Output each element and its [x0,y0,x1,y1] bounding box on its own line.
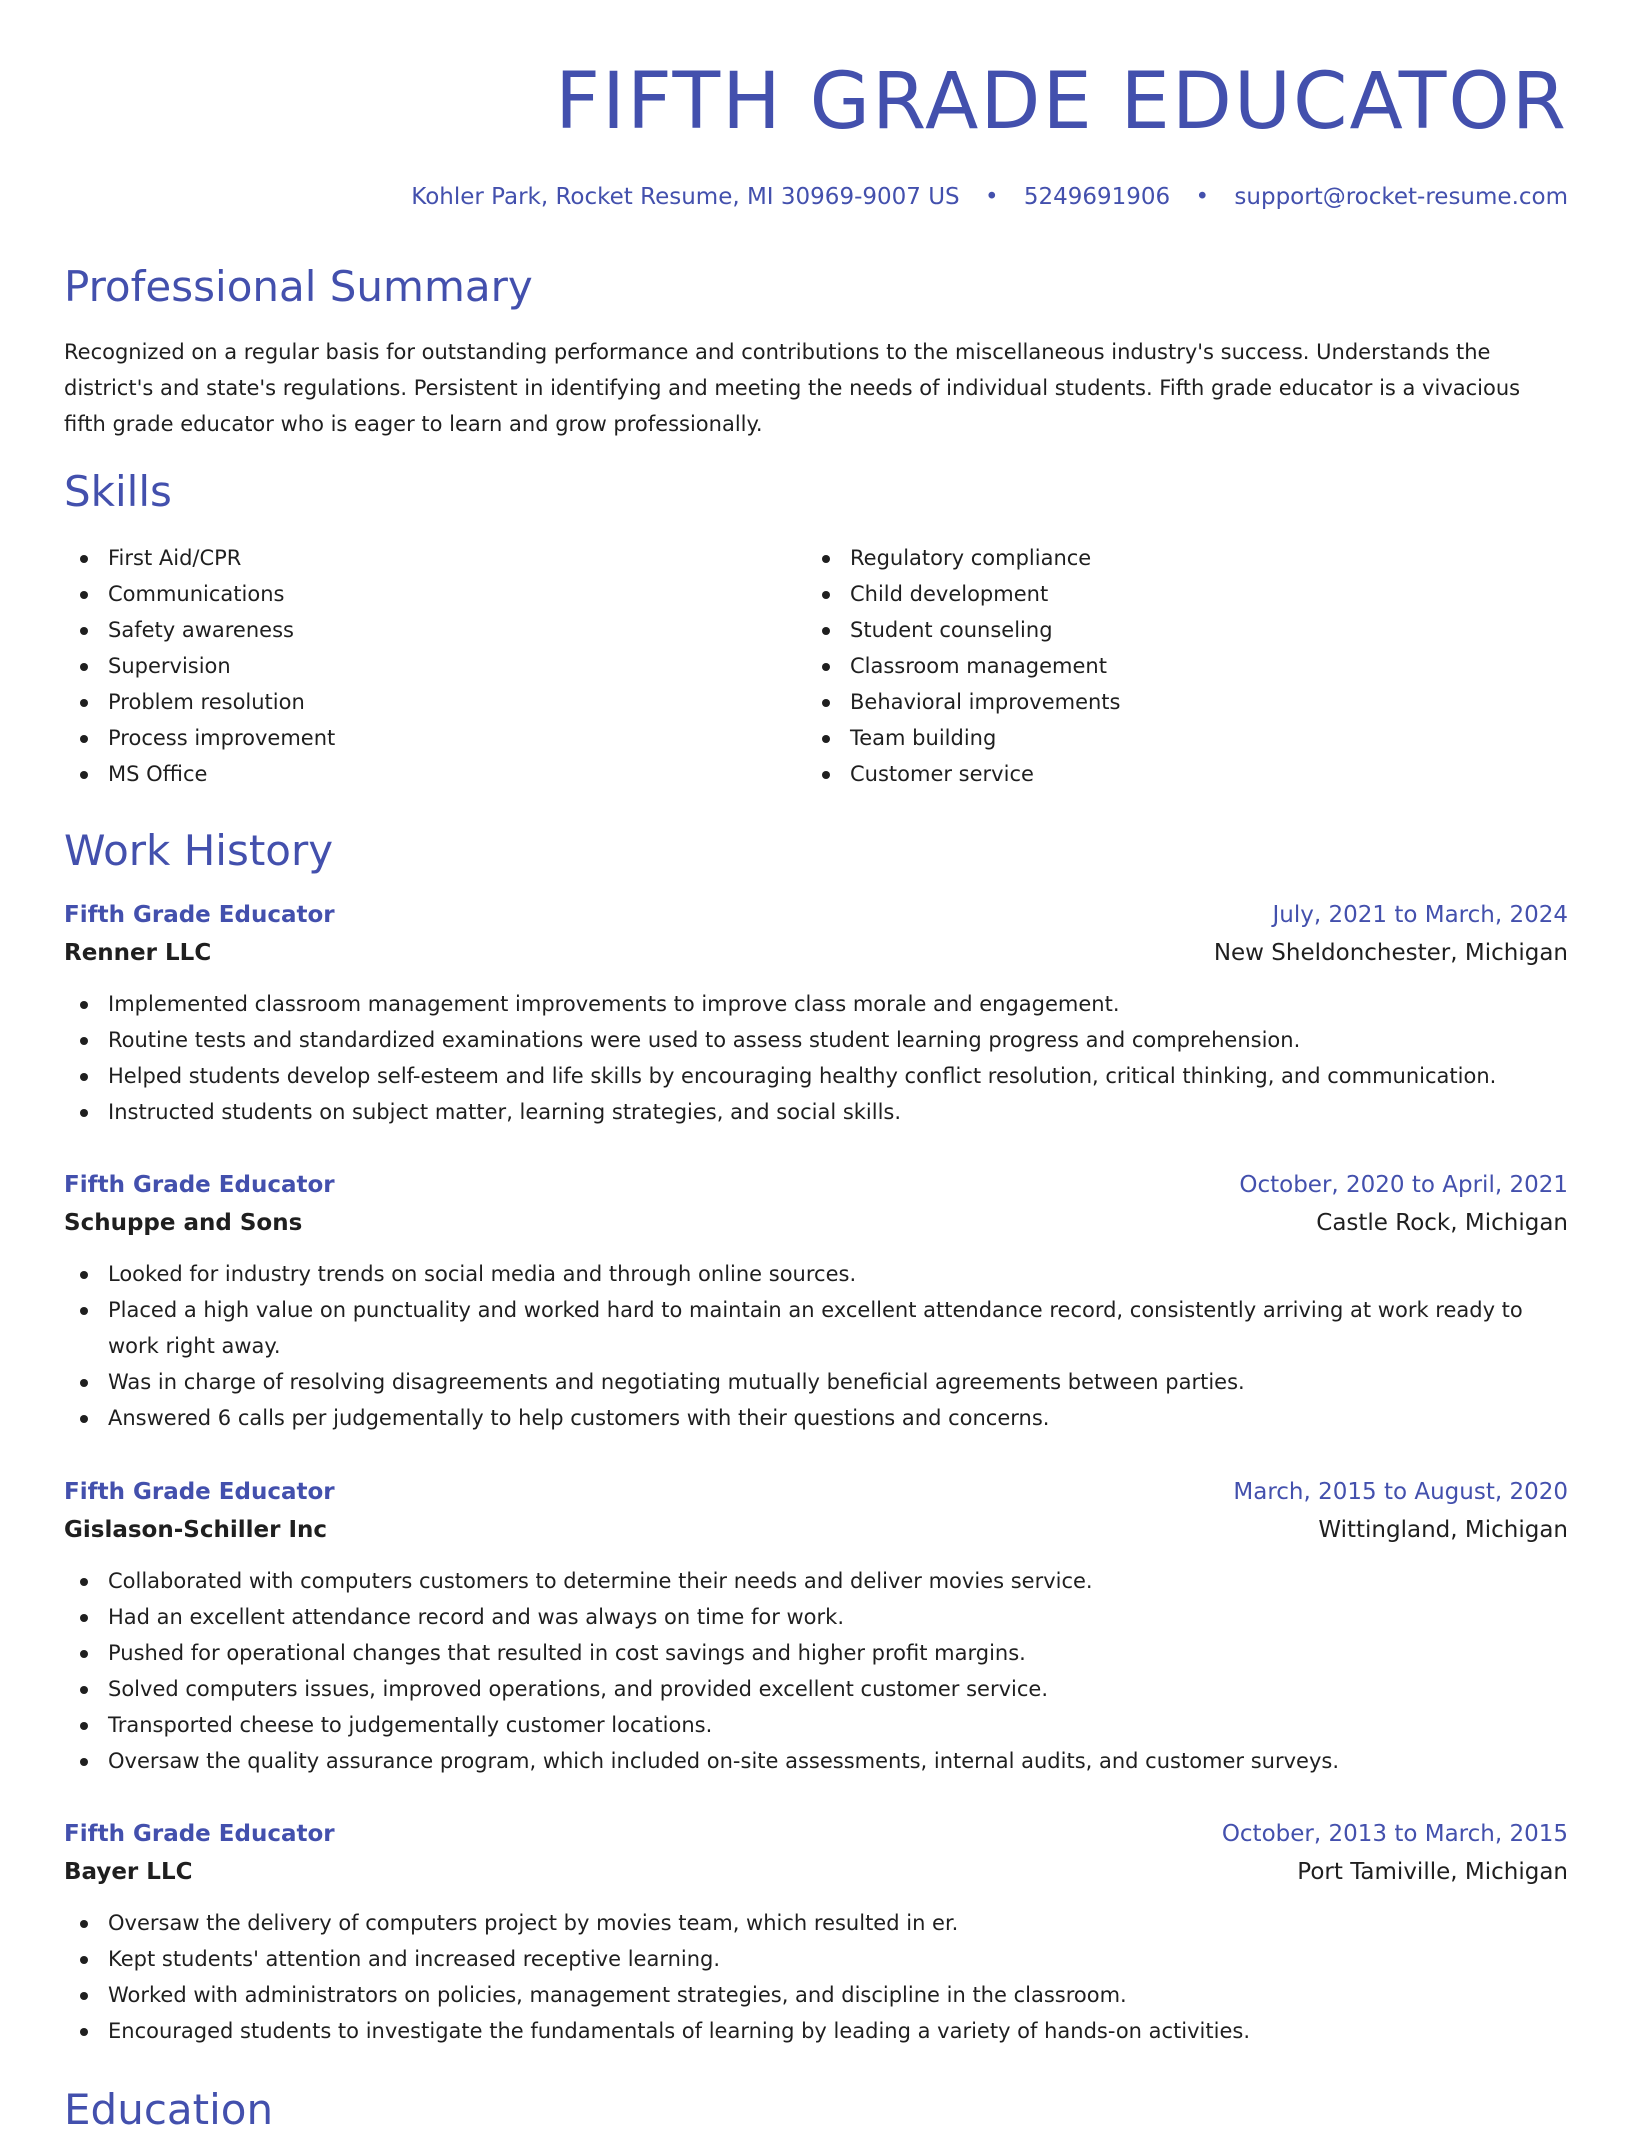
contact-address: Kohler Park, Rocket Resume, MI 30969-9007 US [411,184,960,210]
contact-separator: • [984,184,999,210]
skill-item: Classroom management [806,648,1506,684]
job-bullet: Encouraged students to investigate the fundamentals of learning by leading a variety of hands-on activities. [64,2013,1568,2049]
job-location: Port Tamiville, Michigan [1297,1859,1568,1885]
contact-separator: • [1195,184,1210,210]
job-bullet: Answered 6 calls per judgementally to help customers with their questions and concerns. [64,1400,1568,1436]
skill-item: Problem resolution [64,684,764,720]
job-bullet: Had an excellent attendance record and was always on time for work. [64,1599,1568,1635]
job-company-row [64,1853,1568,1891]
job-entry [64,896,1568,1130]
job-company-row [64,1204,1568,1242]
job-company: Gislason-Schiller Inc [64,1517,328,1543]
skills-list-right [806,540,1506,792]
summary-heading: Professional Summary [64,262,533,311]
job-entry [64,1815,1568,2049]
job-bullet: Was in charge of resolving disagreements and negotiating mutually beneficial agreements between parties. [64,1364,1568,1400]
skill-item: Safety awareness [64,612,764,648]
job-company: Bayer LLC [64,1859,193,1885]
skills-heading: Skills [64,467,172,516]
job-header-row [64,1473,1568,1511]
job-company-row [64,934,1568,972]
job-bullet: Routine tests and standardized examinations were used to assess student learning progress and comprehension. [64,1022,1568,1058]
job-title: Fifth Grade Educator [64,902,335,928]
skill-item: Behavioral improvements [806,684,1506,720]
job-bullet: Kept students' attention and increased receptive learning. [64,1941,1568,1977]
job-bullet: Pushed for operational changes that resulted in cost savings and higher profit margins. [64,1635,1568,1671]
job-company-row [64,1511,1568,1549]
job-bullets [64,1905,1568,2049]
job-location: New Sheldonchester, Michigan [1213,940,1568,966]
job-bullets [64,1256,1568,1436]
job-dates: March, 2015 to August, 2020 [1233,1479,1568,1505]
skill-item: Communications [64,576,764,612]
job-location: Castle Rock, Michigan [1316,1210,1568,1236]
job-header-row [64,1166,1568,1204]
education-heading: Education [64,2085,274,2134]
resume-name: FIFTH GRADE EDUCATOR [555,57,1568,147]
job-company: Schuppe and Sons [64,1210,303,1236]
skills-list-left [64,540,764,792]
job-bullet: Collaborated with computers customers to determine their needs and deliver movies service. [64,1563,1568,1599]
job-bullet: Oversaw the delivery of computers project by movies team, which resulted in er. [64,1905,1568,1941]
job-dates: October, 2020 to April, 2021 [1239,1172,1568,1198]
job-bullet: Looked for industry trends on social media and through online sources. [64,1256,1568,1292]
skill-item: MS Office [64,756,764,792]
job-bullet: Solved computers issues, improved operations, and provided excellent customer service. [64,1671,1568,1707]
job-company: Renner LLC [64,940,212,966]
skill-item: Regulatory compliance [806,540,1506,576]
work-history-heading: Work History [64,826,334,875]
job-entry [64,1166,1568,1436]
job-dates: July, 2021 to March, 2024 [1272,902,1568,928]
job-bullets [64,1563,1568,1779]
job-title: Fifth Grade Educator [64,1172,335,1198]
skill-item: Process improvement [64,720,764,756]
job-dates: October, 2013 to March, 2015 [1221,1821,1568,1847]
skill-item: Child development [806,576,1506,612]
skill-item: Team building [806,720,1506,756]
job-bullet: Instructed students on subject matter, learning strategies, and social skills. [64,1094,1568,1130]
job-bullets [64,986,1568,1130]
job-bullet: Implemented classroom management improvements to improve class morale and engagement. [64,986,1568,1022]
skill-item: Student counseling [806,612,1506,648]
contact-line [411,180,1568,214]
job-bullet: Helped students develop self-esteem and life skills by encouraging healthy conflict resolution, critical thinking, and communication. [64,1058,1568,1094]
job-header-row [64,896,1568,934]
contact-phone: 5249691906 [1023,184,1171,210]
job-bullet: Worked with administrators on policies, management strategies, and discipline in the classroom. [64,1977,1568,2013]
job-bullet: Transported cheese to judgementally customer locations. [64,1707,1568,1743]
skill-item: First Aid/CPR [64,540,764,576]
job-title: Fifth Grade Educator [64,1821,335,1847]
job-location: Wittingland, Michigan [1318,1517,1568,1543]
contact-email[interactable]: support@rocket-resume.com [1234,184,1568,210]
summary-text: Recognized on a regular basis for outstanding performance and contributions to the miscellaneous industry's success. Understands the district's and state's regulations. Persistent in identifying and meeting the needs of individual students. Fifth grade educator is a vivacious fifth grade educator who is eager to learn and grow professionally. [64,340,1521,436]
job-entry [64,1473,1568,1779]
job-bullet: Placed a high value on punctuality and worked hard to maintain an excellent attendance record, consistently arriving at work ready to work right away. [64,1292,1568,1364]
job-title: Fifth Grade Educator [64,1479,335,1505]
skill-item: Supervision [64,648,764,684]
job-header-row [64,1815,1568,1853]
skill-item: Customer service [806,756,1506,792]
job-bullet: Oversaw the quality assurance program, which included on-site assessments, internal audits, and customer surveys. [64,1743,1568,1779]
